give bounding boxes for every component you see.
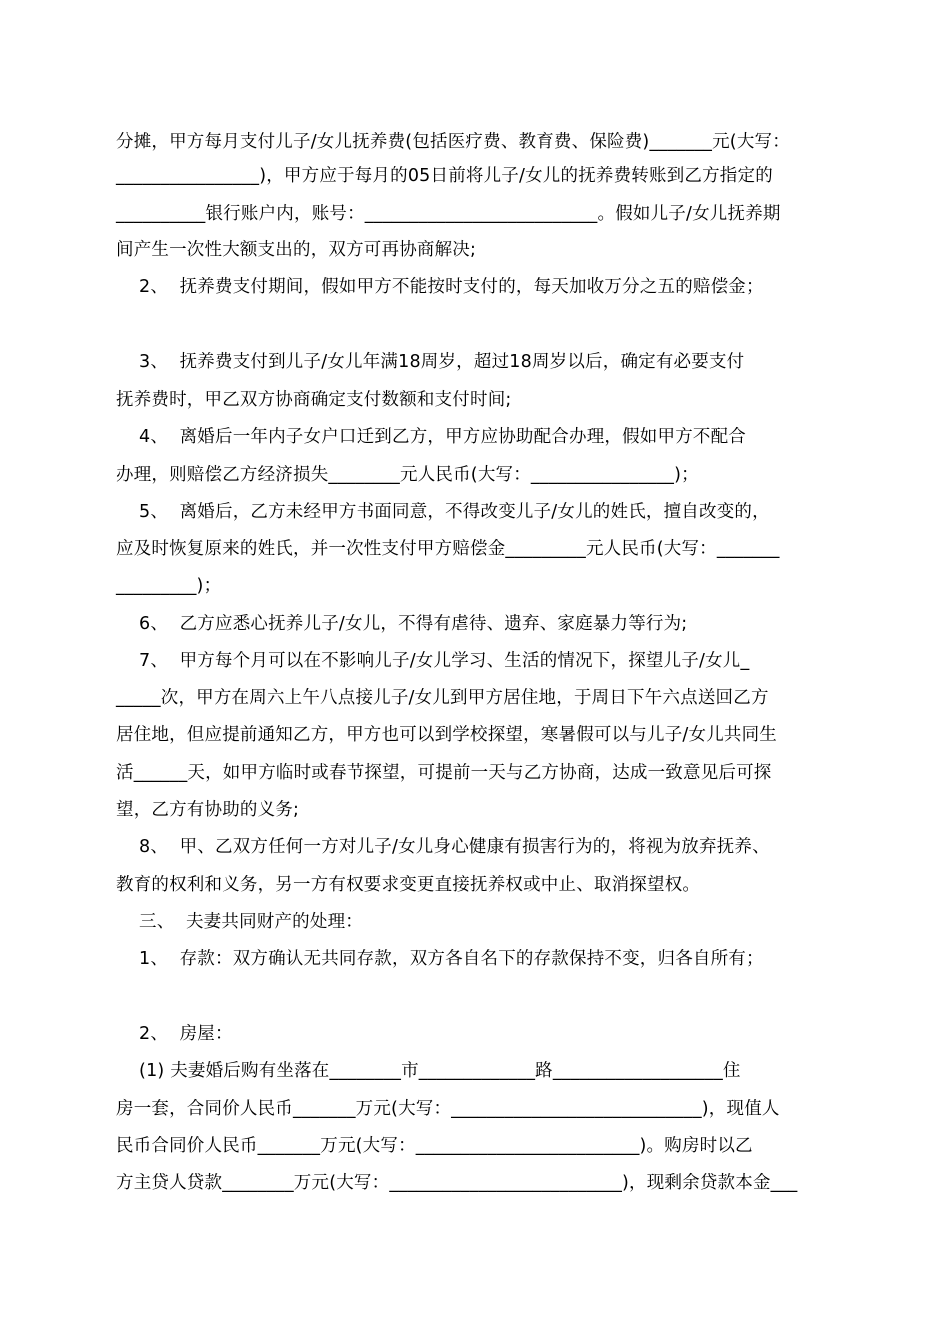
text-line: 抚养费时，甲乙双方协商确定支付数额和支付时间; [116,390,512,410]
section-heading: 三、 夫妻共同财产的处理： [116,912,363,932]
text-line: 6、 乙方应悉心抚养儿子/女儿，不得有虐待、遗弃、家庭暴力等行为; [116,614,688,634]
text-line: 2、 房屋： [116,1024,233,1044]
text-line: (1) 夫妻婚后购有坐落在________市_____________路___________________住 [116,1061,741,1081]
text-line: 分摊，甲方每月支付儿子/女儿抚养费(包括医疗费、教育费、保险费)_______元(大写： [116,132,790,152]
text-line: __________银行账户内，账号：__________________________。假如儿子/女儿抚养期 [116,204,781,224]
text-line: 8、 甲、乙双方任何一方对儿子/女儿身心健康有损害行为的，将视为放弃抚养、 [116,837,770,857]
text-line: 房一套，合同价人民币_______万元(大写：____________________________)，现值人 [116,1099,780,1119]
text-line: 民币合同价人民币_______万元(大写：_________________________)。购房时以乙 [116,1136,753,1156]
text-line: 活______天，如甲方临时或春节探望，可提前一天与乙方协商，达成一致意见后可探 [116,763,772,783]
text-line: ________________)，甲方应于每月的05日前将儿子/女儿的抚养费转账到乙方指定的 [116,166,773,186]
text-line: 应及时恢复原来的姓氏，并一次性支付甲方赔偿金_________元人民币(大写：_______ [116,539,780,559]
text-line: 7、 甲方每个月可以在不影响儿子/女儿学习、生活的情况下，探望儿子/女儿_ [116,651,750,671]
text-line: 办理，则赔偿乙方经济损失________元人民币(大写：________________)； [116,465,699,485]
text-line: 1、 存款：双方确认无共同存款，双方各自名下的存款保持不变，归各自所有； [116,949,764,969]
text-line: 教育的权利和义务，另一方有权要求变更直接抚养权或中止、取消探望权。 [116,875,701,895]
text-line: _____次，甲方在周六上午八点接儿子/女儿到甲方居住地，于周日下午六点送回乙方 [116,688,769,708]
text-line: 方主贷人贷款________万元(大写：__________________________)，现剩余贷款本金___ [116,1173,798,1193]
text-line: _________)； [116,576,222,596]
text-line: 间产生一次性大额支出的，双方可再协商解决; [116,240,477,260]
text-line: 5、 离婚后，乙方未经甲方书面同意，不得改变儿子/女儿的姓氏，擅自改变的， [116,502,770,522]
text-line: 居住地，但应提前通知乙方，甲方也可以到学校探望，寒暑假可以与儿子/女儿共同生 [116,725,777,745]
text-line: 望，乙方有协助的义务; [116,800,300,820]
text-line: 3、 抚养费支付到儿子/女儿年满18周岁，超过18周岁以后，确定有必要支付 [116,352,745,372]
text-line: 2、 抚养费支付期间，假如甲方不能按时支付的，每天加收万分之五的赔偿金； [116,277,764,297]
text-line: 4、 离婚后一年内子女户口迁到乙方，甲方应协助配合办理，假如甲方不配合 [116,427,747,447]
